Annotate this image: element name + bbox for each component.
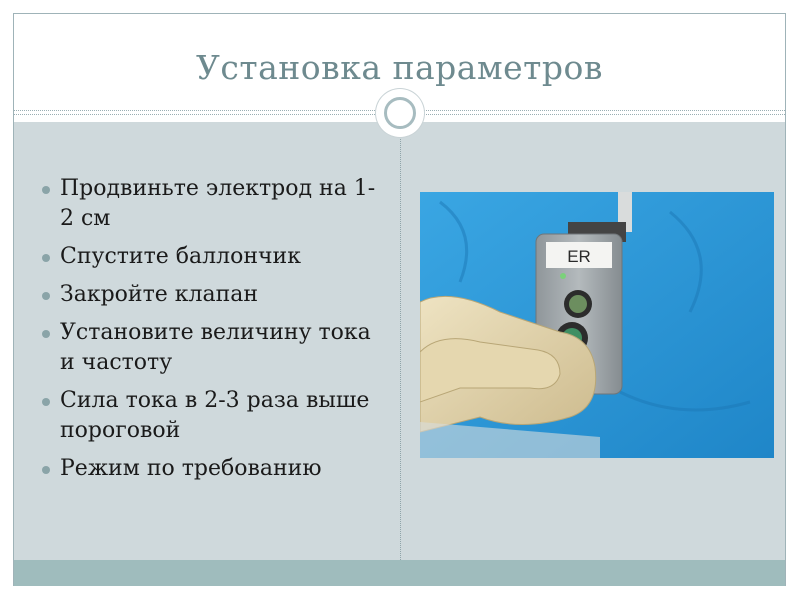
slide-title: Установка параметров	[196, 48, 603, 87]
bullet-text: Продвиньте электрод на 1-2 см	[60, 176, 376, 231]
bullet-item	[40, 280, 380, 310]
slide	[13, 13, 786, 586]
bullet-text: Сила тока в 2-3 раза выше пороговой	[60, 388, 370, 443]
bullet-item	[40, 174, 380, 234]
bottom-bar	[14, 560, 785, 586]
bullet-dot-icon	[42, 398, 50, 406]
bullet-text: Закройте клапан	[60, 282, 259, 307]
decorative-circle-inner	[384, 97, 416, 129]
bullet-text: Режим по требованию	[60, 456, 322, 481]
bullet-dot-icon	[42, 330, 50, 338]
bullet-text: Спустите баллончик	[60, 244, 301, 269]
vertical-divider	[400, 122, 401, 560]
device-label: ER	[567, 247, 591, 266]
photo-pacemaker-device	[420, 192, 774, 458]
bullet-text: Установите величину тока и частоту	[60, 320, 371, 375]
bullet-item	[40, 454, 380, 484]
photo-illustration	[420, 192, 774, 458]
decorative-circle	[376, 89, 424, 137]
bullet-item	[40, 242, 380, 272]
bullet-dot-icon	[42, 466, 50, 474]
bullet-dot-icon	[42, 292, 50, 300]
bullet-item	[40, 386, 380, 446]
bullet-dot-icon	[42, 254, 50, 262]
bullet-item	[40, 318, 380, 378]
bullet-dot-icon	[42, 186, 50, 194]
bullet-list	[40, 174, 380, 492]
